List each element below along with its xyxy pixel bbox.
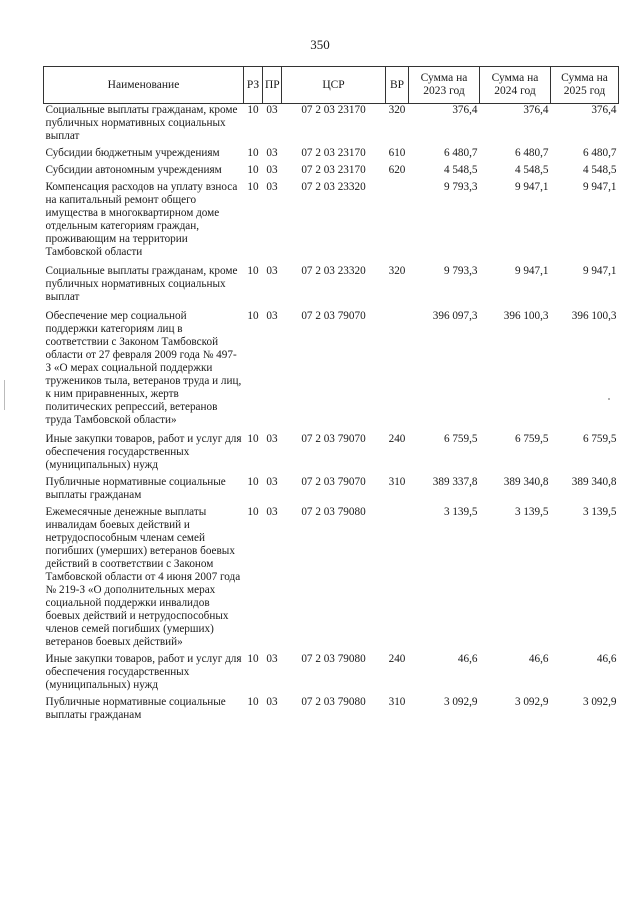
- cell-pr: 03: [266, 506, 278, 518]
- cell-csr: 07 2 03 23170: [301, 147, 366, 159]
- table-row: [44, 506, 619, 653]
- cell-vr: 620: [388, 164, 406, 176]
- cell-rz: 10: [247, 653, 259, 665]
- cell-sum-2025: 396 100,3: [571, 310, 617, 322]
- cell-csr: 07 2 03 79070: [301, 476, 366, 488]
- cell-sum-2023: 389 337,8: [432, 476, 478, 488]
- cell-name: Иные закупки товаров, работ и услуг для обеспечения государственных (муниципальных) нужд: [45, 433, 242, 471]
- header-csr: ЦСР: [282, 67, 386, 104]
- cell-vr: 320: [388, 104, 406, 116]
- cell-sum-2024: 6 480,7: [514, 147, 549, 159]
- cell-name: Обеспечение мер социальной поддержки категориям лиц в соответствии с Законом Тамбовской области от 27 февраля 2009 года № 497-З «О мерах социальной поддержки тружеников тыла, ветеранов труда и лиц, к ним приравненных, жертв политических репрессий, ветеранов труда Тамбовской области»: [45, 310, 242, 426]
- cell-sum-2024: 46,6: [528, 653, 549, 665]
- table-row: [44, 104, 619, 148]
- cell-csr: 07 2 03 79070: [301, 310, 366, 322]
- cell-pr: 03: [266, 104, 278, 116]
- cell-pr: 03: [266, 476, 278, 488]
- header-sum-2025: Сумма на 2025 год: [551, 67, 619, 104]
- cell-vr: 310: [388, 696, 406, 708]
- cell-csr: 07 2 03 79080: [301, 696, 366, 708]
- cell-rz: 10: [247, 181, 259, 193]
- cell-rz: 10: [247, 147, 259, 159]
- table-row: [44, 653, 619, 696]
- cell-sum-2025: 4 548,5: [582, 164, 617, 176]
- cell-pr: 03: [266, 164, 278, 176]
- cell-csr: 07 2 03 79080: [301, 653, 366, 665]
- table-header-row: [44, 67, 619, 104]
- cell-csr: 07 2 03 79070: [301, 433, 366, 445]
- cell-sum-2023: 3 139,5: [443, 506, 478, 518]
- header-sum-2023: Сумма на 2023 год: [409, 67, 480, 104]
- cell-name: Субсидии автономным учреждениям: [45, 164, 222, 176]
- cell-vr: [386, 181, 409, 265]
- cell-vr: 240: [388, 653, 406, 665]
- cell-rz: 10: [247, 506, 259, 518]
- cell-sum-2023: 6 480,7: [443, 147, 478, 159]
- cell-sum-2024: 3 139,5: [514, 506, 549, 518]
- cell-name: Публичные нормативные социальные выплаты гражданам: [45, 696, 226, 721]
- cell-sum-2024: 3 092,9: [514, 696, 549, 708]
- header-vr: ВР: [386, 67, 409, 104]
- header-sum-2024: Сумма на 2024 год: [480, 67, 551, 104]
- cell-sum-2023: 3 092,9: [443, 696, 478, 708]
- cell-sum-2025: 389 340,8: [571, 476, 617, 488]
- cell-rz: 10: [247, 696, 259, 708]
- cell-name: Социальные выплаты гражданам, кроме публичных нормативных социальных выплат: [45, 104, 238, 142]
- cell-rz: 10: [247, 265, 259, 277]
- header-name: Наименование: [44, 67, 244, 104]
- cell-name: Компенсация расходов на уплату взноса на капитальный ремонт общего имущества в многоквартирном доме отдельным категориям граждан, проживающим на территории Тамбовской области: [45, 181, 238, 258]
- cell-sum-2024: 9 947,1: [514, 181, 549, 193]
- cell-pr: 03: [266, 433, 278, 445]
- cell-csr: 07 2 03 23170: [301, 104, 366, 116]
- cell-rz: 10: [247, 476, 259, 488]
- cell-csr: 07 2 03 23170: [301, 164, 366, 176]
- cell-sum-2025: 46,6: [596, 653, 617, 665]
- cell-sum-2023: 46,6: [457, 653, 478, 665]
- cell-sum-2023: 4 548,5: [443, 164, 478, 176]
- cell-vr: 310: [388, 476, 406, 488]
- cell-rz: 10: [247, 433, 259, 445]
- table-row: [44, 310, 619, 433]
- cell-sum-2023: 9 793,3: [443, 181, 478, 193]
- cell-vr: 240: [388, 433, 406, 445]
- cell-csr: 07 2 03 79080: [301, 506, 366, 518]
- cell-pr: 03: [266, 147, 278, 159]
- cell-sum-2025: 376,4: [591, 104, 617, 116]
- cell-rz: 10: [247, 104, 259, 116]
- cell-sum-2025: 9 947,1: [582, 181, 617, 193]
- header-rz: РЗ: [244, 67, 263, 104]
- cell-vr: [386, 506, 409, 653]
- cell-pr: 03: [266, 696, 278, 708]
- table-body: [44, 104, 619, 727]
- cell-sum-2025: 9 947,1: [582, 265, 617, 277]
- margin-scan-mark: [4, 380, 5, 410]
- cell-pr: 03: [266, 181, 278, 193]
- cell-sum-2024: 9 947,1: [514, 265, 549, 277]
- cell-sum-2024: 4 548,5: [514, 164, 549, 176]
- cell-sum-2024: 6 759,5: [514, 433, 549, 445]
- table-row: [44, 696, 619, 726]
- table-row: [44, 147, 619, 164]
- table-row: [44, 181, 619, 265]
- cell-rz: 10: [247, 164, 259, 176]
- cell-vr: [386, 310, 409, 433]
- cell-sum-2023: 9 793,3: [443, 265, 478, 277]
- cell-sum-2025: 3 139,5: [582, 506, 617, 518]
- cell-name: Ежемесячные денежные выплаты инвалидам боевых действий и нетрудоспособным членам семей погибших (умерших) ветеранов боевых действий в соответствии с Законом Тамбовской области от 4 июня 2007 года № 219-З «О дополнительных мерах социальной поддержки инвалидов боевых действий и нетрудоспособных членов семей погибших (умерших) ветеранов боевых действий»: [45, 506, 241, 648]
- cell-sum-2024: 389 340,8: [503, 476, 549, 488]
- table-row: [44, 265, 619, 310]
- cell-pr: 03: [266, 310, 278, 322]
- budget-table: [43, 66, 619, 726]
- header-pr: ПР: [263, 67, 282, 104]
- cell-vr: 320: [388, 265, 406, 277]
- cell-name: Иные закупки товаров, работ и услуг для обеспечения государственных (муниципальных) нужд: [45, 653, 242, 691]
- cell-sum-2023: 376,4: [452, 104, 478, 116]
- cell-pr: 03: [266, 265, 278, 277]
- cell-name: Публичные нормативные социальные выплаты гражданам: [45, 476, 226, 501]
- cell-name: Субсидии бюджетным учреждениям: [45, 147, 220, 159]
- cell-sum-2024: 396 100,3: [503, 310, 549, 322]
- cell-rz: 10: [247, 310, 259, 322]
- cell-csr: 07 2 03 23320: [301, 265, 366, 277]
- cell-sum-2024: 376,4: [523, 104, 549, 116]
- table-row: [44, 433, 619, 476]
- cell-sum-2025: 6 480,7: [582, 147, 617, 159]
- cell-pr: 03: [266, 653, 278, 665]
- table-row: [44, 476, 619, 506]
- page-number: 350: [310, 37, 330, 52]
- cell-sum-2023: 6 759,5: [443, 433, 478, 445]
- cell-csr: 07 2 03 23320: [301, 181, 366, 193]
- cell-vr: 610: [388, 147, 406, 159]
- cell-sum-2023: 396 097,3: [432, 310, 478, 322]
- cell-sum-2025: 3 092,9: [582, 696, 617, 708]
- table-row: [44, 164, 619, 181]
- cell-name: Социальные выплаты гражданам, кроме публичных нормативных социальных выплат: [45, 265, 238, 303]
- cell-sum-2025: 6 759,5: [582, 433, 617, 445]
